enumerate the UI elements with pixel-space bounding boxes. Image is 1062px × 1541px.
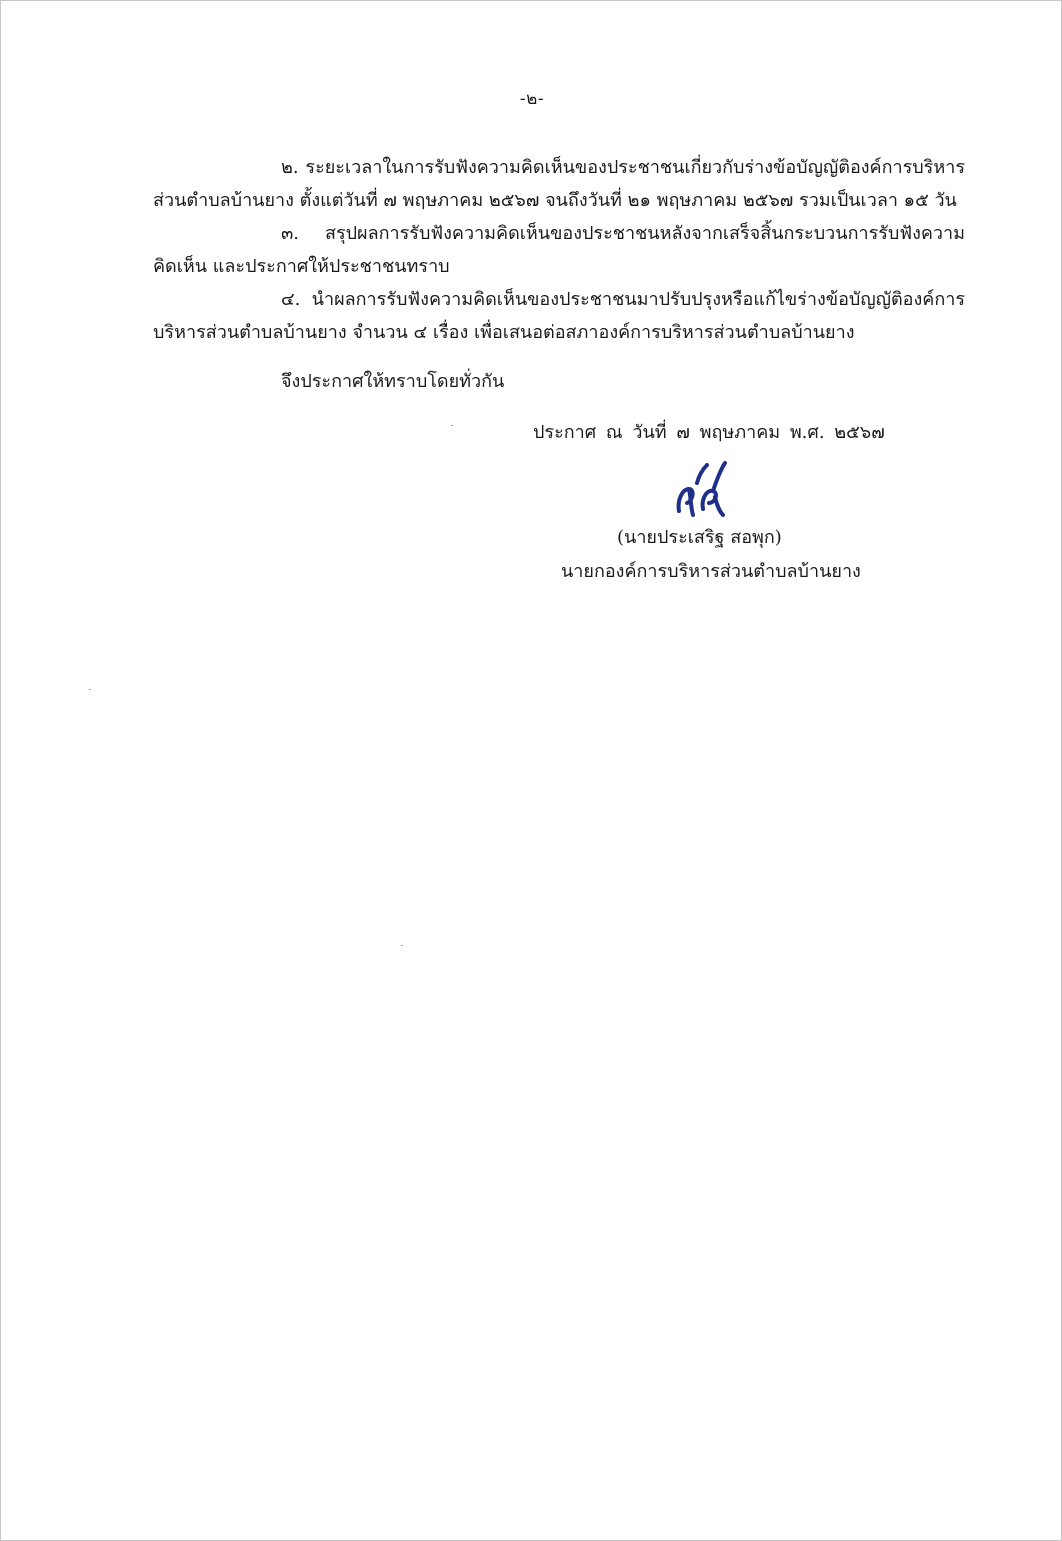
handwritten-signature	[669, 459, 739, 521]
item-2-paragraph	[153, 151, 965, 217]
announcement-date: ประกาศ ณ วันที่ ๗ พฤษภาคม พ.ศ. ๒๕๖๗	[533, 422, 885, 443]
item-2-first-line: ๒. ระยะเวลาในการรับฟังความคิดเห็นของประชาชนเกี่ยวกับร่างข้อบัญญัติองค์การบริหาร	[281, 157, 965, 178]
item-3-paragraph	[153, 217, 965, 283]
signer-title: นายกองค์การบริหารส่วนตำบลบ้านยาง	[561, 561, 861, 582]
announcement-body	[153, 151, 965, 349]
scan-speck	[89, 689, 91, 690]
item-4-paragraph	[153, 283, 965, 349]
item-4-first-line: ๔. นำผลการรับฟังความคิดเห็นของประชาชนมาปรับปรุงหรือแก้ไขร่างข้อบัญญัติองค์การ	[281, 289, 965, 310]
item-4-continuation: บริหารส่วนตำบลบ้านยาง จำนวน ๔ เรื่อง เพื่อเสนอต่อสภาองค์การบริหารส่วนตำบลบ้านยาง	[153, 322, 855, 343]
scan-speck	[451, 425, 453, 426]
item-2-continuation: ส่วนตำบลบ้านยาง ตั้งแต่วันที่ ๗ พฤษภาคม ๒๕๖๗ จนถึงวันที่ ๒๑ พฤษภาคม ๒๕๖๗ รวมเป็นเวลา ๑๕ วัน	[153, 190, 957, 211]
item-3-continuation: คิดเห็น และประกาศให้ประชาชนทราบ	[153, 256, 450, 277]
page-number: -๒-	[519, 89, 545, 109]
scan-speck	[401, 945, 403, 946]
signer-name: (นายประเสริฐ สอพุก)	[617, 527, 782, 548]
closing-statement: จึงประกาศให้ทราบโดยทั่วกัน	[281, 371, 505, 392]
item-3-first-line: ๓. สรุปผลการรับฟังความคิดเห็นของประชาชนหลังจากเสร็จสิ้นกระบวนการรับฟังความ	[281, 223, 965, 244]
